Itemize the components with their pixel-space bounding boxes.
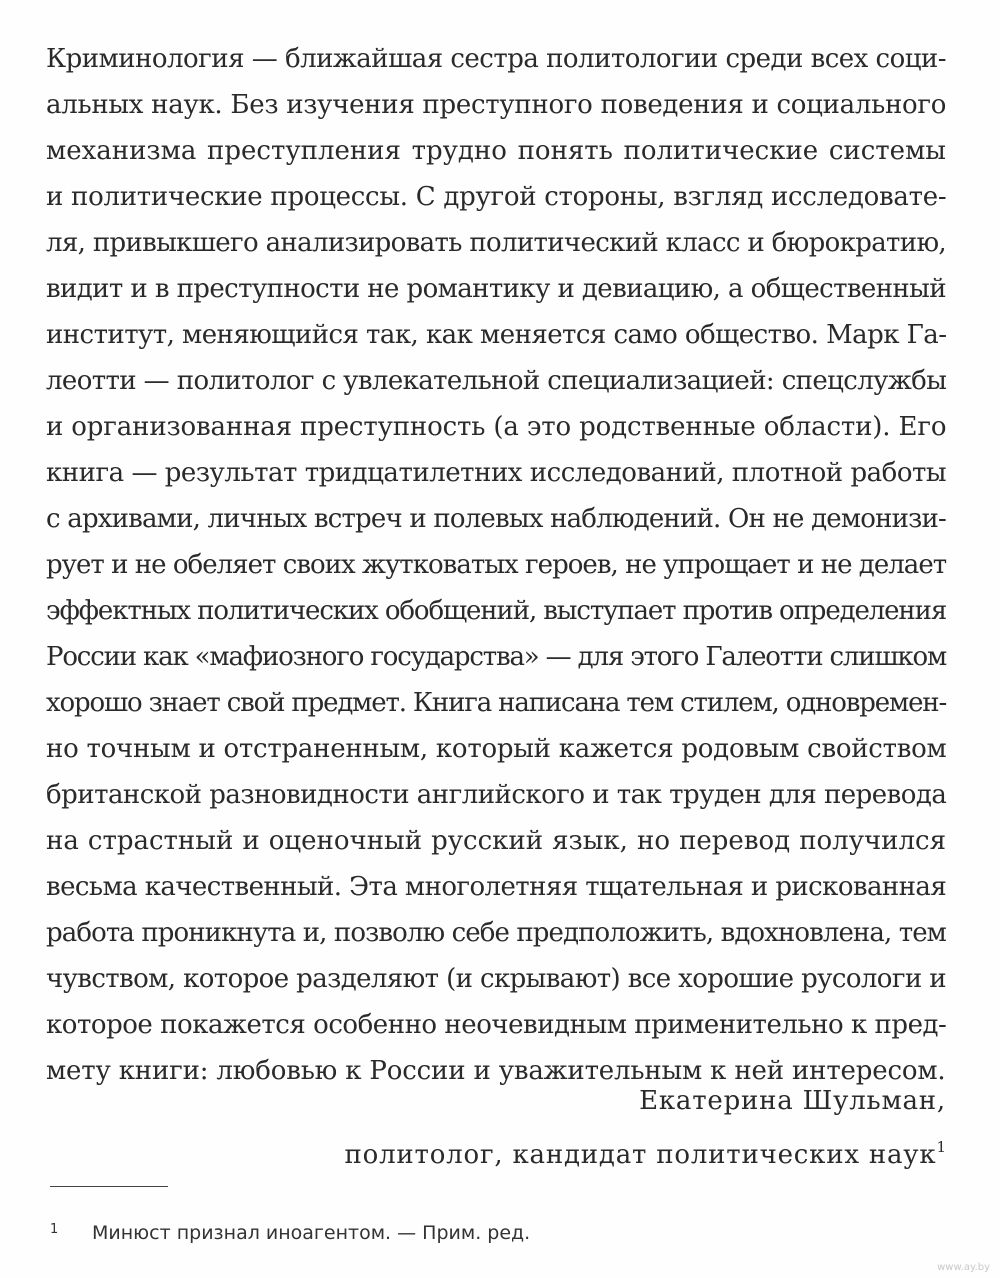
text-line: эффектных политических обобщений, выступает против определения — [46, 596, 947, 626]
text-line: которое покажется особенно неочевидным применительно к пред- — [46, 1010, 947, 1040]
text-line: рует и не обеляет своих жутковатых героев, не упрощает и не делает — [46, 550, 947, 580]
text-line: чувством, которое разделяют (и скрывают) все хорошие русологи и — [46, 964, 946, 994]
footnote-reference[interactable]: 1 — [936, 1138, 946, 1156]
text-line: мету книги: любовью к России и уважительным к ней интересом. — [46, 1056, 946, 1086]
text-line: на страстный и оценочный русский язык, но перевод получился — [46, 826, 946, 856]
text-line: работа проникнута и, позволю себе предположить, вдохновлена, тем — [46, 918, 946, 948]
footnote-text: Минюст признал иноагентом. — Прим. ред. — [92, 1222, 531, 1244]
text-line: механизма преступления трудно понять политические системы — [46, 136, 946, 166]
text-line: ля, привыкшего анализировать политический класс и бюрократию, — [46, 228, 947, 258]
text-line: и организованная преступность (а это родственные области). Его — [46, 412, 947, 442]
text-line: Криминология — ближайшая сестра политологии среди всех соци- — [46, 44, 946, 74]
text-line: и политические процессы. С другой стороны, взгляд исследовате- — [46, 182, 947, 212]
text-line: с архивами, личных встреч и полевых наблюдений. Он не демонизи- — [46, 504, 946, 534]
signature-block — [345, 1078, 946, 1170]
text-line: России как «мафиозного государства» — для этого Галеотти слишком — [46, 642, 946, 672]
footnote-divider — [50, 1186, 168, 1187]
footnote-mark: 1 — [50, 1222, 59, 1237]
text-line: леотти — политолог с увлекательной специализацией: спецслужбы — [46, 366, 947, 396]
footnote — [50, 1222, 530, 1244]
author-title: политолог, кандидат политических наук — [344, 1140, 937, 1170]
author-name: Екатерина Шульман, — [639, 1086, 946, 1116]
main-paragraph — [46, 36, 946, 1094]
text-line: институт, меняющийся так, как меняется само общество. Марк Га- — [46, 320, 947, 350]
author-title-line — [345, 1124, 946, 1170]
text-line: британской разновидности английского и так труден для перевода — [46, 780, 947, 810]
watermark: www.ay.by — [937, 1262, 990, 1273]
text-line: но точным и отстраненным, который кажется родовым свойством — [46, 734, 947, 764]
text-line: альных наук. Без изучения преступного поведения и социального — [46, 90, 947, 120]
text-line: видит и в преступности не романтику и девиацию, а общественный — [46, 274, 946, 304]
text-line: весьма качественный. Эта многолетняя тщательная и рискованная — [46, 872, 947, 902]
text-line: книга — результат тридцатилетних исследований, плотной работы — [46, 458, 947, 488]
text-line: хорошо знает свой предмет. Книга написана тем стилем, одновремен- — [46, 688, 947, 718]
